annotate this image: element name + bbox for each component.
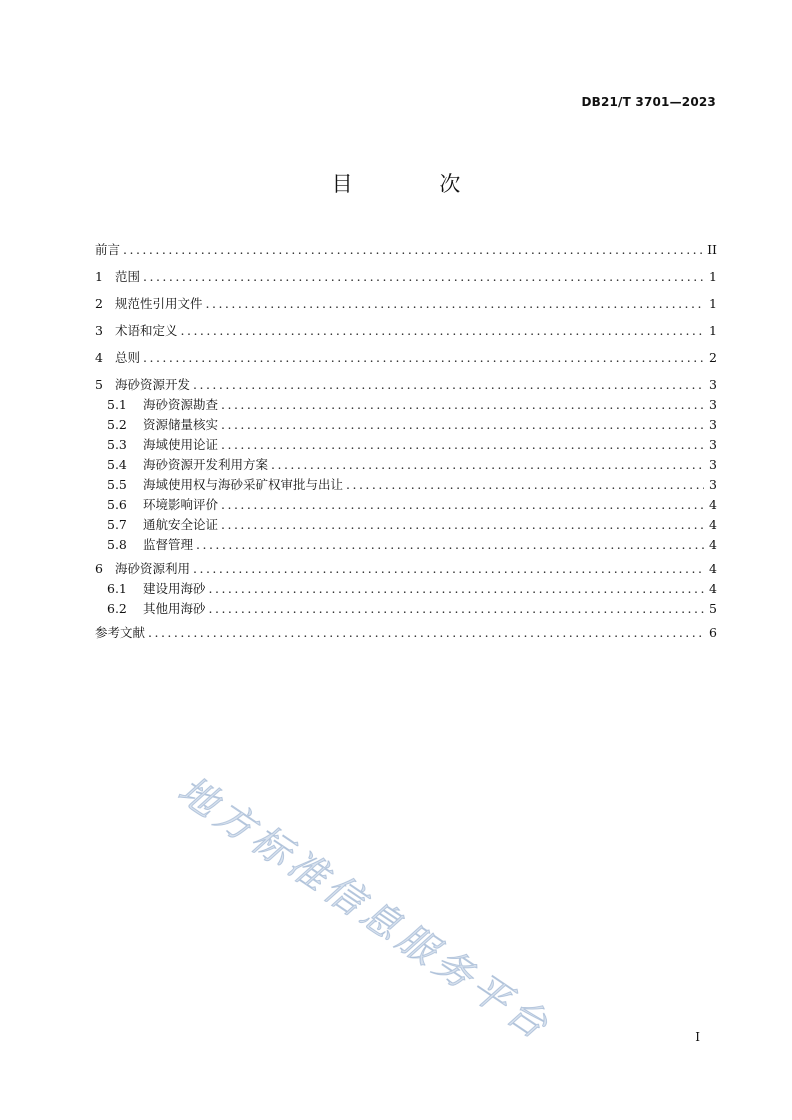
toc-entry-page: 1 xyxy=(709,296,717,311)
toc-entry[interactable] xyxy=(95,579,717,599)
toc-entry-title: 海砂资源开发 xyxy=(115,377,191,392)
toc-entry-number: 5.7 xyxy=(107,517,127,532)
dot-leader xyxy=(221,395,704,415)
toc-entry-title: 海砂资源勘查 xyxy=(143,397,219,412)
toc-entry[interactable] xyxy=(95,515,717,535)
dot-leader xyxy=(181,321,704,341)
dot-leader xyxy=(143,267,704,287)
toc-entry-page: 6 xyxy=(709,625,717,640)
toc-entry-page: 1 xyxy=(709,269,717,284)
toc-entry-page: 4 xyxy=(709,581,717,596)
toc-entry-title: 海砂资源利用 xyxy=(115,561,191,576)
dot-leader xyxy=(148,623,704,643)
toc-entry-number: 2 xyxy=(95,296,103,311)
toc-entry-title: 通航安全论证 xyxy=(143,517,219,532)
page-title: 目 次 xyxy=(331,172,501,196)
toc-entry-number: 5.5 xyxy=(107,477,127,492)
toc-entry-title: 监督管理 xyxy=(143,537,194,552)
toc-entry-title: 参考文献 xyxy=(95,625,146,640)
toc-entry-number: 6.2 xyxy=(107,601,127,616)
dot-leader xyxy=(209,599,704,619)
toc-entry-title: 建设用海砂 xyxy=(143,581,206,596)
toc-entry[interactable] xyxy=(95,294,717,321)
toc-entry[interactable] xyxy=(95,623,717,650)
toc-entry-page: 4 xyxy=(709,537,717,552)
toc-entry-title: 资源储量核实 xyxy=(143,417,219,432)
toc-entry-number: 3 xyxy=(95,323,103,338)
toc-entry-number: 6 xyxy=(95,561,103,576)
toc-entry[interactable] xyxy=(95,415,717,435)
toc-entry-number: 5 xyxy=(95,377,103,392)
dot-leader xyxy=(221,415,704,435)
toc-entry-title: 术语和定义 xyxy=(115,323,178,338)
toc-entry-page: 1 xyxy=(709,323,717,338)
toc-entry-page: 4 xyxy=(709,497,717,512)
toc-entry[interactable] xyxy=(95,240,717,267)
toc-entry-title: 范围 xyxy=(115,269,141,284)
toc-entry[interactable] xyxy=(95,599,717,623)
watermark: 地方标准信息服务平台 xyxy=(170,767,560,1050)
toc-entry-title: 其他用海砂 xyxy=(143,601,206,616)
toc-entry-number: 1 xyxy=(95,269,103,284)
toc-entry-number: 5.6 xyxy=(107,497,127,512)
dot-leader xyxy=(271,455,704,475)
dot-leader xyxy=(221,435,704,455)
dot-leader xyxy=(209,579,704,599)
toc-entry[interactable] xyxy=(95,455,717,475)
dot-leader xyxy=(193,559,704,579)
toc-entry-number: 6.1 xyxy=(107,581,127,596)
dot-leader xyxy=(206,294,704,314)
toc-entry-number: 5.2 xyxy=(107,417,127,432)
toc-entry-title: 总则 xyxy=(115,350,141,365)
dot-leader xyxy=(221,495,704,515)
toc-entry-page: 3 xyxy=(709,377,717,392)
toc-entry-page: 4 xyxy=(709,561,717,576)
toc-entry-title: 前言 xyxy=(95,242,121,257)
toc-entry-number: 5.4 xyxy=(107,457,127,472)
toc-entry-title: 海域使用论证 xyxy=(143,437,219,452)
toc-entry[interactable] xyxy=(95,375,717,395)
toc-entry-title: 环境影响评价 xyxy=(143,497,219,512)
toc-entry-title: 海域使用权与海砂采矿权审批与出让 xyxy=(143,477,344,492)
toc-entry-page: 3 xyxy=(709,477,717,492)
toc-entry[interactable] xyxy=(95,535,717,559)
toc-entry-page: II xyxy=(707,242,717,257)
dot-leader xyxy=(221,515,704,535)
table-of-contents xyxy=(95,240,717,650)
toc-entry[interactable] xyxy=(95,495,717,515)
document-code: DB21/T 3701—2023 xyxy=(581,95,716,109)
dot-leader xyxy=(123,240,704,260)
toc-entry-title: 规范性引用文件 xyxy=(115,296,203,311)
toc-entry-page: 4 xyxy=(709,517,717,532)
toc-entry[interactable] xyxy=(95,395,717,415)
toc-entry-page: 3 xyxy=(709,457,717,472)
toc-entry-title: 海砂资源开发利用方案 xyxy=(143,457,269,472)
toc-entry-number: 5.3 xyxy=(107,437,127,452)
toc-entry-number: 5.1 xyxy=(107,397,127,412)
toc-entry[interactable] xyxy=(95,475,717,495)
dot-leader xyxy=(143,348,704,368)
toc-entry-page: 3 xyxy=(709,417,717,432)
toc-entry-page: 3 xyxy=(709,437,717,452)
dot-leader xyxy=(346,475,704,495)
toc-entry[interactable] xyxy=(95,321,717,348)
toc-entry-number: 5.8 xyxy=(107,537,127,552)
dot-leader xyxy=(193,375,704,395)
page-number: I xyxy=(695,1030,700,1044)
toc-entry-number: 4 xyxy=(95,350,103,365)
toc-entry-page: 3 xyxy=(709,397,717,412)
toc-entry[interactable] xyxy=(95,435,717,455)
toc-entry-page: 2 xyxy=(709,350,717,365)
toc-entry[interactable] xyxy=(95,267,717,294)
toc-entry-page: 5 xyxy=(709,601,717,616)
dot-leader xyxy=(196,535,704,555)
toc-entry[interactable] xyxy=(95,348,717,375)
toc-entry[interactable] xyxy=(95,559,717,579)
